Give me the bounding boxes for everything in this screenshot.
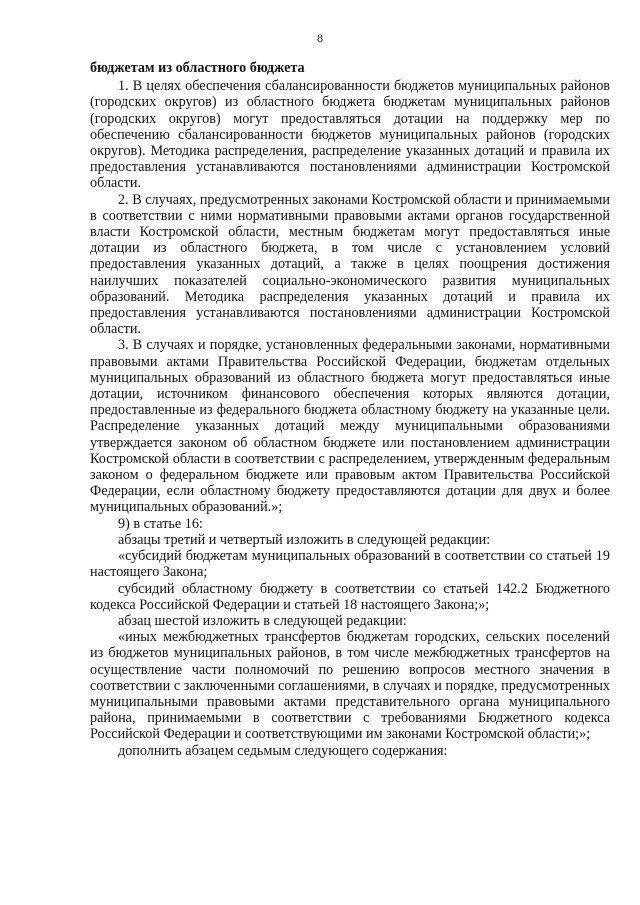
section-heading: бюджетам из областного бюджета bbox=[90, 60, 305, 76]
paragraph-quote-subsidies-municipal: «субсидий бюджетам муниципальных образований в соответствии со статьей 19 настоящего Закона; bbox=[90, 548, 610, 581]
paragraph-1: 1. В целях обеспечения сбалансированности бюджетов муниципальных районов (городских округов) из областного бюджета бюджетам муниципальных районов (городских округов) могут предоставляться дотации на поддержку мер по обеспечению сбалансированности бюджетов муниципальных районов (городских округов). Методика распределения, распределение указанных дотаций и правила их предоставления устанавливаются постановлениями администрации Костромской области. bbox=[90, 78, 610, 192]
paragraph-subsidies-regional: субсидий областному бюджету в соответствии со статьей 142.2 Бюджетного кодекса Российской Федерации и статьей 18 настоящего Закона;»; bbox=[90, 580, 610, 613]
paragraph-amend-6: абзац шестой изложить в следующей редакции: bbox=[118, 612, 407, 629]
document-body bbox=[90, 60, 610, 759]
paragraph-2: 2. В случаях, предусмотренных законами Костромской области и принимаемыми в соответствии с ними нормативными правовыми актами органов государственной власти Костромской области, местным бюджетам могут предоставляться иные дотации из областного бюджета, в том числе с установлением условий предоставления указанных дотаций, а также в целях поощрения достижения наилучших показателей социально-экономического развития муниципальных образований. Методика распределения указанных дотаций и правила их предоставления устанавливаются постановлениями администрации Костромской области. bbox=[90, 191, 611, 338]
paragraph-amend-3-4: абзацы третий и четвертый изложить в следующей редакции: bbox=[118, 531, 491, 548]
paragraph-add-7: дополнить абзацем седьмым следующего содержания: bbox=[118, 742, 448, 759]
paragraph-quote-transfers: «иных межбюджетных трансфертов бюджетам городских, сельских поселений из бюджетов муниципальных районов, в том числе межбюджетных трансфертов на осуществление части полномочий по решению вопросов местного значения в соответствии с заключенными соглашениями, в случаях и порядке, предусмотренных муниципальными правовыми актами представительного органа муниципального района, принимаемыми в соответствии с требованиями Бюджетного кодекса Российской Федерации и соответствующими им законами Костромской области;»; bbox=[90, 629, 610, 743]
paragraph-article-16: 9) в статье 16: bbox=[118, 515, 203, 532]
page-number: 8 bbox=[317, 31, 323, 45]
paragraph-3: 3. В случаях и порядке, установленных федеральными законами, нормативными правовыми актами Правительства Российской Федерации, бюджетам отдельных муниципальных образований из областного бюджета могут предоставляться иные дотации, источником финансового обеспечения которых являются дотации, предоставленные из федерального бюджета областному бюджету на указанные цели. Распределение указанных дотаций между муниципальными образованиями утверждается законом об областном бюджете или постановлением администрации Костромской области в соответствии с распределением, утвержденным федеральным законом о федеральном бюджете или правовым актом Правительства Российской Федерации, если областному бюджету предоставляются дотации для двух и более муниципальных образований.»; bbox=[90, 337, 610, 516]
